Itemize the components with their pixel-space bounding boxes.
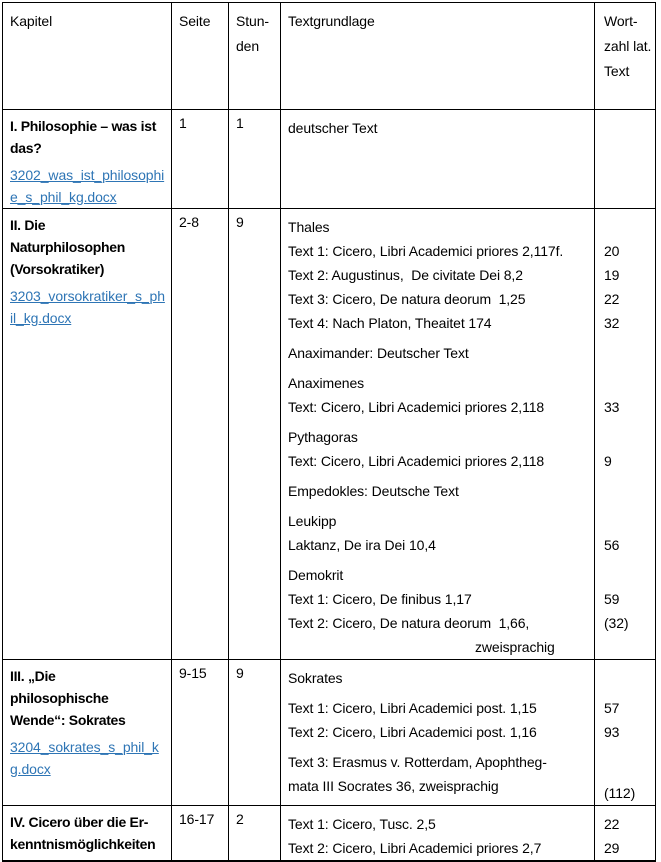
header-stunden bbox=[229, 3, 281, 109]
header-seite bbox=[172, 3, 229, 109]
header-kapitel-label: Kapitel bbox=[10, 13, 53, 29]
textgrundlage-cell bbox=[281, 209, 655, 659]
stunden-cell bbox=[229, 110, 281, 208]
text-source: Text 1: Cicero, Libri Academici priores 2,117f. bbox=[288, 243, 564, 259]
seite-cell bbox=[172, 209, 229, 659]
header-seite-label: Seite bbox=[179, 13, 211, 29]
stunden-value: 2 bbox=[236, 811, 244, 827]
chapter-title-line: IV. Cicero über die Er- bbox=[10, 814, 149, 830]
text-source: Text 3: Erasmus v. Rotterdam, Apophtheg- bbox=[288, 754, 547, 770]
seite-value: 2-8 bbox=[179, 214, 199, 230]
docx-link[interactable]: 3204_sokrates_s_phil_kg.docx bbox=[10, 739, 159, 777]
text-source: deutscher Text bbox=[288, 120, 378, 136]
stunden-cell bbox=[229, 806, 281, 860]
word-count: 32 bbox=[604, 315, 620, 331]
word-count: 29 bbox=[604, 840, 620, 856]
word-count: 59 bbox=[604, 591, 620, 607]
textgrundlage-cell bbox=[281, 660, 655, 805]
word-count bbox=[595, 666, 655, 690]
chapter-title-line: das? bbox=[10, 140, 42, 156]
text-source: Text 1: Cicero, Libri Academici post. 1,15 bbox=[288, 700, 537, 716]
column-divider bbox=[594, 660, 595, 805]
docx-link[interactable]: 3203_vorsokratiker_s_phil_kg.docx bbox=[10, 288, 165, 326]
word-count: 9 bbox=[604, 453, 612, 469]
text-line bbox=[281, 395, 655, 419]
stunden-cell bbox=[229, 209, 281, 659]
text-line bbox=[281, 449, 655, 473]
textgrundlage-cell bbox=[281, 806, 655, 860]
text-source: Sokrates bbox=[288, 670, 343, 686]
word-count bbox=[595, 479, 655, 503]
text-line bbox=[281, 287, 655, 311]
text-source: Anaximenes bbox=[288, 375, 365, 391]
stunden-value: 1 bbox=[236, 115, 244, 131]
word-count bbox=[595, 635, 655, 659]
text-source: Laktanz, De ira Dei 10,4 bbox=[288, 537, 436, 553]
chapter-title bbox=[10, 115, 166, 159]
text-lines bbox=[281, 812, 655, 860]
text-source: Text: Cicero, Libri Academici priores 2,118 bbox=[288, 453, 545, 469]
seite-cell bbox=[172, 660, 229, 805]
text-source: Text 2: Cicero, Libri Academici post. 1,16 bbox=[288, 724, 537, 740]
text-lines bbox=[281, 116, 655, 140]
seite-value: 16-17 bbox=[179, 811, 215, 827]
word-count bbox=[595, 371, 655, 395]
text-line bbox=[281, 479, 655, 503]
text-source: Text 4: Nach Platon, Theaitet 174 bbox=[288, 315, 492, 331]
text-line bbox=[281, 587, 655, 611]
chapter-title bbox=[10, 665, 166, 731]
textgrundlage-cell bbox=[281, 110, 655, 208]
text-line bbox=[281, 696, 655, 720]
word-count: 33 bbox=[604, 399, 620, 415]
word-count bbox=[595, 425, 655, 449]
text-line bbox=[281, 533, 655, 557]
text-line bbox=[281, 774, 655, 805]
text-line bbox=[281, 812, 655, 836]
text-line bbox=[281, 371, 655, 395]
table-row bbox=[3, 209, 655, 660]
word-count bbox=[595, 750, 655, 774]
text-line bbox=[281, 311, 655, 335]
word-count: 56 bbox=[604, 537, 620, 553]
stunden-value: 9 bbox=[236, 214, 244, 230]
stunden-value: 9 bbox=[236, 665, 244, 681]
text-line bbox=[281, 509, 655, 533]
seite-cell bbox=[172, 806, 229, 860]
chapter-title-line: II. Die bbox=[10, 217, 46, 233]
word-count: 57 bbox=[604, 700, 620, 716]
kapitel-cell bbox=[3, 660, 172, 805]
stunden-cell bbox=[229, 660, 281, 805]
text-line bbox=[281, 215, 655, 239]
text-source: Text 1: Cicero, De finibus 1,17 bbox=[288, 591, 472, 607]
header-textgrundlage-label: Textgrundlage bbox=[288, 13, 375, 29]
header-text-wortzahl bbox=[281, 3, 655, 109]
text-source: Anaximander: Deutscher Text bbox=[288, 345, 469, 361]
text-source: Text: Cicero, Libri Academici priores 2,118 bbox=[288, 399, 545, 415]
chapter-title-line: philosophische bbox=[10, 690, 109, 706]
text-line bbox=[281, 635, 655, 659]
chapter-title-line: I. Philosophie – was ist bbox=[10, 118, 157, 134]
text-source: Text 1: Cicero, Tusc. 2,5 bbox=[288, 816, 436, 832]
chapter-title-line: Naturphilosophen bbox=[10, 239, 125, 255]
text-line bbox=[281, 666, 655, 690]
table-row bbox=[3, 110, 655, 209]
column-divider bbox=[594, 806, 595, 860]
text-line bbox=[281, 836, 655, 860]
text-source: Demokrit bbox=[288, 567, 344, 583]
table-row bbox=[3, 660, 655, 806]
word-count: 22 bbox=[604, 816, 620, 832]
text-source: Text 3: Cicero, De natura deorum 1,25 bbox=[288, 291, 526, 307]
word-count: 93 bbox=[604, 724, 620, 740]
chapter-title-line: III. „Die bbox=[10, 668, 56, 684]
column-divider bbox=[594, 110, 595, 208]
word-count bbox=[595, 509, 655, 533]
word-count: 19 bbox=[604, 267, 620, 283]
chapter-title bbox=[10, 811, 166, 855]
header-wortzahl-label: Wort-zahl lat. Text bbox=[604, 13, 655, 79]
seite-value: 9-15 bbox=[179, 665, 207, 681]
text-line bbox=[281, 116, 655, 140]
text-lines bbox=[281, 666, 655, 805]
word-count: (32) bbox=[604, 615, 629, 631]
chapter-title-line: Wende“: Sokrates bbox=[10, 712, 126, 728]
text-source: Text 2: Augustinus, De civitate Dei 8,2 bbox=[288, 267, 523, 283]
chapter-title bbox=[10, 214, 166, 280]
kapitel-cell bbox=[3, 806, 172, 860]
chapter-title-line: (Vorsokratiker) bbox=[10, 261, 105, 277]
header-stunden-label: Stun-den bbox=[236, 13, 269, 54]
kapitel-cell bbox=[3, 209, 172, 659]
text-source: Text 2: Cicero, De natura deorum 1,66, bbox=[288, 615, 530, 631]
word-count bbox=[595, 215, 655, 239]
text-lines bbox=[281, 215, 655, 659]
text-line bbox=[281, 341, 655, 365]
curriculum-table bbox=[2, 2, 656, 862]
text-source: mata III Socrates 36, zweisprachig bbox=[288, 778, 499, 794]
word-count bbox=[595, 563, 655, 587]
header-line bbox=[281, 9, 655, 84]
header-kapitel bbox=[3, 3, 172, 109]
text-source: Pythagoras bbox=[288, 429, 358, 445]
text-line bbox=[281, 239, 655, 263]
docx-link[interactable]: 3202_was_ist_philosophie_s_phil_kg.docx bbox=[10, 167, 165, 205]
text-line bbox=[281, 750, 655, 774]
seite-value: 1 bbox=[179, 115, 187, 131]
word-count: 20 bbox=[604, 243, 620, 259]
text-line bbox=[281, 563, 655, 587]
text-source: Text 2: Cicero, Libri Academici priores 2,7 bbox=[288, 840, 542, 856]
table-body bbox=[3, 110, 655, 860]
word-count bbox=[595, 341, 655, 365]
seite-cell bbox=[172, 110, 229, 208]
text-line bbox=[281, 720, 655, 744]
text-source: zweisprachig bbox=[475, 639, 555, 655]
text-line bbox=[281, 611, 655, 635]
word-count: (112) bbox=[604, 785, 636, 801]
text-line bbox=[281, 263, 655, 287]
column-divider bbox=[594, 209, 595, 659]
chapter-title-line: kenntnismöglichkeiten bbox=[10, 836, 156, 852]
column-divider bbox=[594, 3, 595, 109]
kapitel-cell bbox=[3, 110, 172, 208]
text-line bbox=[281, 425, 655, 449]
header-row bbox=[3, 3, 655, 110]
text-source: Leukipp bbox=[288, 513, 337, 529]
text-source: Empedokles: Deutsche Text bbox=[288, 483, 459, 499]
table-row bbox=[3, 806, 655, 860]
word-count: 22 bbox=[604, 291, 620, 307]
text-source: Thales bbox=[288, 219, 330, 235]
word-count bbox=[595, 116, 655, 140]
